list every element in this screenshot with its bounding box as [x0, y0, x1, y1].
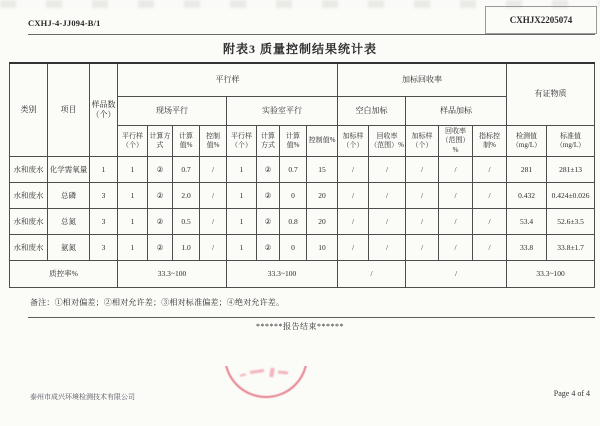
col-header-sample-recovery-range: 回收率（范围）%: [439, 126, 473, 157]
table-row: [10, 235, 595, 261]
qc-rate-field-parallel: 33.3~100: [118, 261, 227, 288]
cell: ②: [148, 209, 173, 235]
footnote: 备注：①相对偏差；②相对允许差；③相对标准偏差；④绝对允许差。: [30, 298, 285, 307]
report-end-text: ******报告结束******: [256, 322, 344, 331]
cell: 氨氮: [48, 235, 90, 261]
col-header-lab-calc-method: 计算方式: [257, 126, 280, 157]
cell: 0: [280, 235, 307, 261]
form-code: CXHJ-4-JJ094-B/1: [28, 18, 101, 28]
col-header-index-control: 指标控制%: [473, 126, 507, 157]
table-row: [10, 209, 595, 235]
cell: 20: [307, 183, 338, 209]
quality-control-table: [9, 62, 595, 288]
qc-rate-row: [10, 261, 595, 288]
cell: /: [338, 157, 369, 183]
cell: /: [439, 183, 473, 209]
cell: /: [406, 209, 439, 235]
qc-rate-sample-spike: /: [406, 261, 507, 288]
cell: /: [369, 235, 406, 261]
cell: 1: [118, 183, 148, 209]
cell: /: [369, 209, 406, 235]
seal-arc: [224, 366, 308, 398]
subheader-lab-parallel: 实验室平行: [227, 97, 338, 126]
cell: 3: [90, 209, 118, 235]
col-header-sample-count: 样品数（个）: [90, 63, 118, 157]
company-name: 泰州市成兴环境检测技术有限公司: [30, 393, 135, 401]
cell: /: [338, 235, 369, 261]
cell: ②: [148, 235, 173, 261]
cell: /: [200, 157, 227, 183]
subheader-blank-spike: 空白加标: [338, 97, 406, 126]
cell: ②: [257, 183, 280, 209]
cell: 0: [280, 183, 307, 209]
col-header-field-calc-method: 计算方式: [148, 126, 173, 157]
cell: ②: [257, 209, 280, 235]
qc-rate-certified: 33.3~100: [507, 261, 595, 288]
cell: 281: [507, 157, 547, 183]
cell: 15: [307, 157, 338, 183]
report-number-box: [485, 6, 597, 34]
cell: 0.5: [173, 209, 200, 235]
cell: 52.6±3.5: [547, 209, 595, 235]
group-header-spike-recovery: 加标回收率: [338, 63, 507, 97]
footer-divider: [28, 317, 595, 318]
cell: /: [406, 235, 439, 261]
cell: 3: [90, 235, 118, 261]
col-header-sample-spike-count: 加标样（个）: [406, 126, 439, 157]
cell: 1: [227, 235, 257, 261]
cell: 1: [118, 157, 148, 183]
cell: ②: [148, 183, 173, 209]
col-header-blank-spike-count: 加标样（个）: [338, 126, 369, 157]
col-header-field-parallel-count: 平行样（个）: [118, 126, 148, 157]
cell: /: [369, 183, 406, 209]
cell: 1.0: [173, 235, 200, 261]
cell: ②: [257, 235, 280, 261]
cell: /: [200, 235, 227, 261]
cell: 0.7: [280, 157, 307, 183]
cell: 33.8±1.7: [547, 235, 595, 261]
cell: 0.424±0.026: [547, 183, 595, 209]
cell: 1: [227, 157, 257, 183]
cell: 水和废水: [10, 235, 48, 261]
cell: 20: [307, 209, 338, 235]
cell: 1: [118, 209, 148, 235]
cell: /: [338, 209, 369, 235]
cell: 水和废水: [10, 209, 48, 235]
cell: 3: [90, 183, 118, 209]
col-header-lab-calc-value: 计算值%: [280, 126, 307, 157]
cell: 0.8: [280, 209, 307, 235]
cell: 1: [227, 209, 257, 235]
cell: /: [406, 183, 439, 209]
cell: 0.7: [173, 157, 200, 183]
page-number: Page 4 of 4: [553, 389, 590, 398]
cell: ②: [257, 157, 280, 183]
qc-rate-label: 质控率%: [10, 261, 118, 288]
table-row: [10, 157, 595, 183]
cell: /: [200, 183, 227, 209]
qc-rate-blank-spike: /: [338, 261, 406, 288]
cell: /: [473, 157, 507, 183]
report-number: CXHJX2205074: [509, 15, 573, 25]
col-header-item: 项目: [48, 63, 90, 157]
cell: 总磷: [48, 183, 90, 209]
cell: /: [338, 183, 369, 209]
company-seal-stamp: [220, 366, 314, 402]
col-header-lab-control-value: 控制值%: [307, 126, 338, 157]
cell: 1: [227, 183, 257, 209]
col-header-field-control-value: 控制值%: [200, 126, 227, 157]
cell: 水和废水: [10, 157, 48, 183]
cell: 33.8: [507, 235, 547, 261]
cell: 总氮: [48, 209, 90, 235]
cell: 水和废水: [10, 183, 48, 209]
cell: ②: [148, 157, 173, 183]
header-divider: [28, 34, 595, 35]
page-title: 附表3 质量控制结果统计表: [222, 42, 377, 56]
cell: /: [439, 209, 473, 235]
col-header-category: 类别: [10, 63, 48, 157]
cell: 化学需氧量: [48, 157, 90, 183]
cell: /: [439, 157, 473, 183]
cell: /: [439, 235, 473, 261]
cell: /: [369, 157, 406, 183]
col-header-standard-value: 标准值（mg/L）: [547, 126, 595, 157]
cell: 1: [90, 157, 118, 183]
col-header-detect-value: 检测值（mg/L）: [507, 126, 547, 157]
cell: 10: [307, 235, 338, 261]
cell: /: [473, 235, 507, 261]
cell: 1: [118, 235, 148, 261]
cell: 2.0: [173, 183, 200, 209]
table-row: [10, 183, 595, 209]
col-header-field-calc-value: 计算值%: [173, 126, 200, 157]
cell: 0.432: [507, 183, 547, 209]
group-header-certified: 有证物质: [507, 63, 595, 126]
subheader-sample-spike: 样品加标: [406, 97, 507, 126]
cell: /: [200, 209, 227, 235]
cell: 281±13: [547, 157, 595, 183]
subheader-field-parallel: 现场平行: [118, 97, 227, 126]
col-header-lab-parallel-count: 平行样（个）: [227, 126, 257, 157]
group-header-parallel: 平行样: [118, 63, 338, 97]
header-row-groups: [10, 63, 595, 97]
cell: /: [473, 209, 507, 235]
qc-rate-lab-parallel: 33.3~100: [227, 261, 338, 288]
col-header-blank-recovery-range: 回收率（范围）%: [369, 126, 406, 157]
cell: /: [473, 183, 507, 209]
cell: /: [406, 157, 439, 183]
cell: 53.4: [507, 209, 547, 235]
